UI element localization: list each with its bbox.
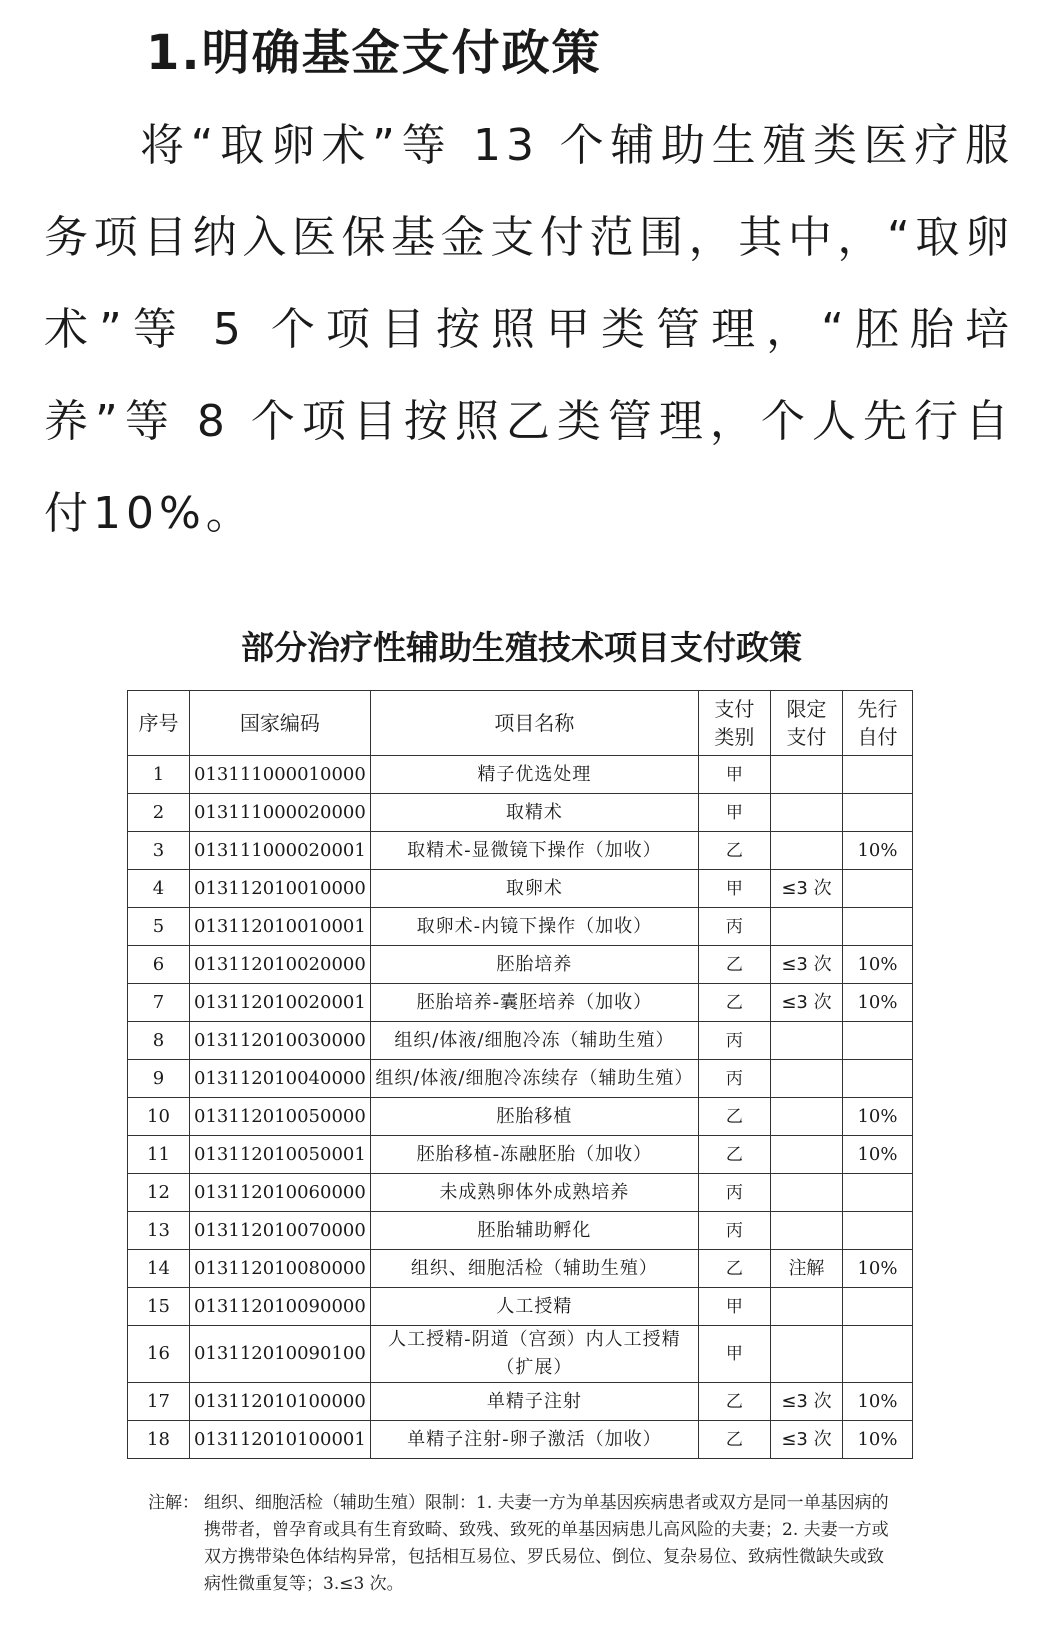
cell-pay-type: 乙 xyxy=(698,832,770,870)
cell-name: 单精子注射-卵子激活（加收） xyxy=(370,1421,698,1459)
cell-no: 1 xyxy=(128,756,190,794)
cell-self-pay: 10% xyxy=(842,984,912,1022)
table-header xyxy=(128,691,913,756)
table-row xyxy=(128,1022,913,1060)
table-row xyxy=(128,1288,913,1326)
cell-name: 组织/体液/细胞冷冻续存（辅助生殖） xyxy=(370,1060,698,1098)
cell-self-pay xyxy=(842,1174,912,1212)
cell-no: 5 xyxy=(128,908,190,946)
cell-code: 013112010100001 xyxy=(190,1421,371,1459)
cell-limit xyxy=(770,756,842,794)
table-note xyxy=(148,1490,893,1598)
cell-pay-type: 丙 xyxy=(698,1060,770,1098)
cell-name: 取卵术 xyxy=(370,870,698,908)
cell-no: 9 xyxy=(128,1060,190,1098)
cell-self-pay: 10% xyxy=(842,1421,912,1459)
section-heading: 1.明确基金支付政策 xyxy=(146,25,602,81)
table-title: 部分治疗性辅助生殖技术项目支付政策 xyxy=(241,628,802,667)
table-row xyxy=(128,756,913,794)
table-row xyxy=(128,1212,913,1250)
policy-table xyxy=(127,690,913,1459)
cell-self-pay xyxy=(842,908,912,946)
cell-limit xyxy=(770,832,842,870)
cell-code: 013112010090000 xyxy=(190,1288,371,1326)
header-code: 国家编码 xyxy=(190,691,371,756)
cell-code: 013112010090100 xyxy=(190,1326,371,1383)
cell-limit: 注解 xyxy=(770,1250,842,1288)
cell-self-pay xyxy=(842,1326,912,1383)
cell-limit: ≤3 次 xyxy=(770,1383,842,1421)
cell-limit xyxy=(770,1326,842,1383)
cell-no: 7 xyxy=(128,984,190,1022)
table-row xyxy=(128,1326,913,1383)
table-row xyxy=(128,1060,913,1098)
cell-no: 11 xyxy=(128,1136,190,1174)
cell-name: 组织、细胞活检（辅助生殖） xyxy=(370,1250,698,1288)
cell-no: 18 xyxy=(128,1421,190,1459)
cell-code: 013112010070000 xyxy=(190,1212,371,1250)
cell-name: 取精术-显微镜下操作（加收） xyxy=(370,832,698,870)
table-row xyxy=(128,908,913,946)
cell-name: 胚胎培养 xyxy=(370,946,698,984)
cell-code: 013112010050001 xyxy=(190,1136,371,1174)
cell-limit xyxy=(770,1288,842,1326)
cell-name: 取卵术-内镜下操作（加收） xyxy=(370,908,698,946)
cell-self-pay: 10% xyxy=(842,1136,912,1174)
cell-code: 013112010100000 xyxy=(190,1383,371,1421)
cell-self-pay xyxy=(842,756,912,794)
cell-code: 013111000020000 xyxy=(190,794,371,832)
cell-self-pay: 10% xyxy=(842,1098,912,1136)
cell-no: 13 xyxy=(128,1212,190,1250)
header-pay-type: 支付类别 xyxy=(698,691,770,756)
cell-code: 013112010050000 xyxy=(190,1098,371,1136)
cell-name: 未成熟卵体外成熟培养 xyxy=(370,1174,698,1212)
cell-no: 17 xyxy=(128,1383,190,1421)
cell-pay-type: 乙 xyxy=(698,1136,770,1174)
table-row xyxy=(128,1098,913,1136)
cell-no: 8 xyxy=(128,1022,190,1060)
cell-code: 013112010030000 xyxy=(190,1022,371,1060)
cell-pay-type: 乙 xyxy=(698,1098,770,1136)
cell-name: 精子优选处理 xyxy=(370,756,698,794)
cell-limit xyxy=(770,908,842,946)
header-no: 序号 xyxy=(128,691,190,756)
cell-self-pay: 10% xyxy=(842,1250,912,1288)
cell-limit xyxy=(770,1174,842,1212)
cell-pay-type: 丙 xyxy=(698,908,770,946)
cell-no: 10 xyxy=(128,1098,190,1136)
cell-code: 013112010020000 xyxy=(190,946,371,984)
cell-self-pay xyxy=(842,1022,912,1060)
cell-limit: ≤3 次 xyxy=(770,984,842,1022)
note-text: 组织、细胞活检（辅助生殖）限制：1. 夫妻一方为单基因疾病患者或双方是同一单基因病的携带者，曾孕育或具有生育致畸、致残、致死的单基因病患儿高风险的夫妻；2. 夫妻一方或双方携带染色体结构异常，包括相互易位、罗氏易位、倒位、复杂易位、致病性微缺失或致病性微重复等；3.≤3 次。 xyxy=(204,1493,889,1594)
cell-pay-type: 乙 xyxy=(698,1421,770,1459)
header-limit: 限定支付 xyxy=(770,691,842,756)
table-row xyxy=(128,794,913,832)
cell-limit: ≤3 次 xyxy=(770,946,842,984)
cell-name: 组织/体液/细胞冷冻（辅助生殖） xyxy=(370,1022,698,1060)
cell-no: 15 xyxy=(128,1288,190,1326)
table-row xyxy=(128,870,913,908)
table-row xyxy=(128,1383,913,1421)
cell-name: 人工授精-阴道（宫颈）内人工授精（扩展） xyxy=(370,1326,698,1383)
cell-name: 单精子注射 xyxy=(370,1383,698,1421)
cell-limit: ≤3 次 xyxy=(770,870,842,908)
cell-self-pay xyxy=(842,870,912,908)
policy-paragraph: 将“取卵术”等 13 个辅助生殖类医疗服务项目纳入医保基金支付范围，其中，“取卵术”等 5 个项目按照甲类管理，“胚胎培养”等 8 个项目按照乙类管理，个人先行自付10%。 xyxy=(44,120,1014,539)
table-row xyxy=(128,1250,913,1288)
cell-code: 013112010020001 xyxy=(190,984,371,1022)
cell-no: 4 xyxy=(128,870,190,908)
cell-pay-type: 乙 xyxy=(698,984,770,1022)
cell-no: 16 xyxy=(128,1326,190,1383)
cell-code: 013112010010001 xyxy=(190,908,371,946)
cell-name: 取精术 xyxy=(370,794,698,832)
cell-pay-type: 丙 xyxy=(698,1212,770,1250)
cell-name: 胚胎移植 xyxy=(370,1098,698,1136)
cell-pay-type: 乙 xyxy=(698,1383,770,1421)
cell-pay-type: 甲 xyxy=(698,794,770,832)
table-row xyxy=(128,946,913,984)
table-row xyxy=(128,1421,913,1459)
cell-no: 12 xyxy=(128,1174,190,1212)
table-row xyxy=(128,832,913,870)
table-row xyxy=(128,1136,913,1174)
cell-limit xyxy=(770,1022,842,1060)
table-body xyxy=(128,756,913,1459)
cell-no: 3 xyxy=(128,832,190,870)
cell-pay-type: 丙 xyxy=(698,1174,770,1212)
cell-code: 013111000010000 xyxy=(190,756,371,794)
cell-pay-type: 丙 xyxy=(698,1022,770,1060)
cell-self-pay: 10% xyxy=(842,832,912,870)
cell-name: 胚胎移植-冻融胚胎（加收） xyxy=(370,1136,698,1174)
cell-self-pay xyxy=(842,794,912,832)
cell-pay-type: 乙 xyxy=(698,946,770,984)
cell-code: 013112010080000 xyxy=(190,1250,371,1288)
cell-self-pay xyxy=(842,1288,912,1326)
cell-limit xyxy=(770,1060,842,1098)
cell-code: 013111000020001 xyxy=(190,832,371,870)
cell-self-pay: 10% xyxy=(842,946,912,984)
header-self-pay: 先行自付 xyxy=(842,691,912,756)
table-row xyxy=(128,984,913,1022)
cell-pay-type: 甲 xyxy=(698,870,770,908)
note-label: 注解： xyxy=(148,1493,199,1513)
cell-limit xyxy=(770,1136,842,1174)
cell-self-pay xyxy=(842,1060,912,1098)
cell-limit xyxy=(770,794,842,832)
cell-code: 013112010010000 xyxy=(190,870,371,908)
table-row xyxy=(128,1174,913,1212)
cell-no: 2 xyxy=(128,794,190,832)
cell-pay-type: 甲 xyxy=(698,756,770,794)
cell-pay-type: 甲 xyxy=(698,1288,770,1326)
cell-no: 6 xyxy=(128,946,190,984)
cell-no: 14 xyxy=(128,1250,190,1288)
cell-self-pay: 10% xyxy=(842,1383,912,1421)
cell-pay-type: 乙 xyxy=(698,1250,770,1288)
cell-name: 胚胎培养-囊胚培养（加收） xyxy=(370,984,698,1022)
cell-pay-type: 甲 xyxy=(698,1326,770,1383)
cell-name: 人工授精 xyxy=(370,1288,698,1326)
cell-limit: ≤3 次 xyxy=(770,1421,842,1459)
cell-self-pay xyxy=(842,1212,912,1250)
cell-code: 013112010060000 xyxy=(190,1174,371,1212)
cell-code: 013112010040000 xyxy=(190,1060,371,1098)
cell-limit xyxy=(770,1098,842,1136)
cell-name: 胚胎辅助孵化 xyxy=(370,1212,698,1250)
header-name: 项目名称 xyxy=(370,691,698,756)
cell-limit xyxy=(770,1212,842,1250)
